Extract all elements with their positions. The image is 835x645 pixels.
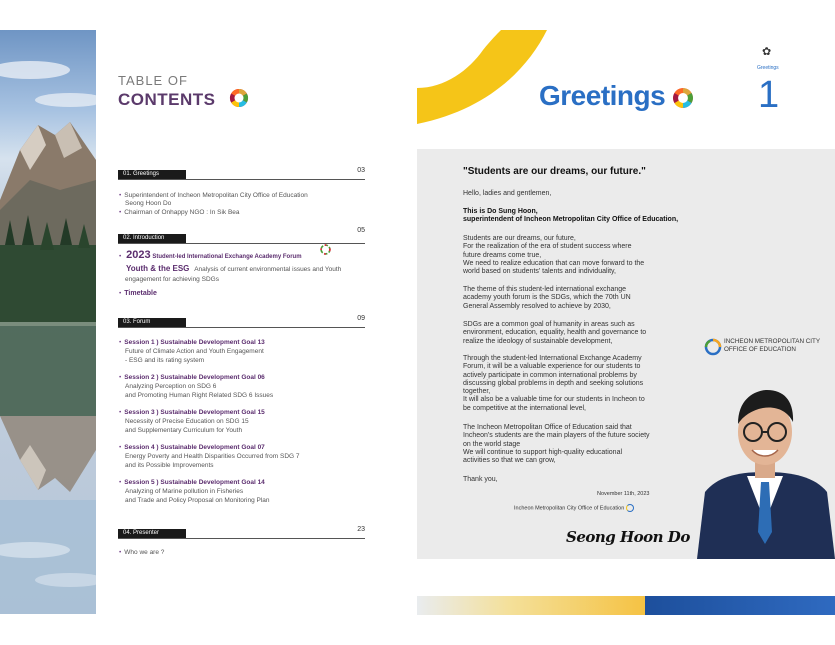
section-divider [118,179,365,180]
footer-color-bar [417,596,835,615]
toc-section-greetings[interactable] [118,167,365,182]
handwritten-signature: Seong Hoon Do [566,528,690,546]
timetable-link[interactable]: • Timetable [119,290,157,297]
letter-line: environment, education, equality, health and governance to [463,329,647,337]
office-logo-line: INCHEON METROPOLITAN CITY [724,338,821,345]
footer-blue-segment [645,596,835,615]
letter-paragraph [463,286,698,311]
forum-year: 2023 [126,249,151,261]
session-item[interactable]: • Session 2 ) Sustainable Development Goal 06 [119,374,265,381]
letter-salutation: Hello, ladies and gentlemen, [463,190,552,197]
letter-line: Forum, it will be a valuable experience for our students to [463,363,641,371]
session-line: Energy Poverty and Health Disparities Occurred from SDG 7 [125,453,300,460]
letter-line: It will also be a valuable time for our students in Incheon to [463,396,645,404]
letter-line: The Incheon Metropolitan Office of Education said that [463,424,632,431]
session-title: Session 4 ) Sustainable Development Goal 07 [124,444,265,451]
footer-yellow-segment [417,596,647,615]
toc-item-text: Seong Hoon Do [125,200,172,207]
session-line: Analyzing of Marine pollution in Fisheries [125,488,244,495]
section-label: 04. Presenter [118,529,186,538]
section-label: 01. Greetings [118,170,186,179]
section-page-number: 09 [357,315,365,322]
greetings-title-text: Greetings [539,80,666,111]
letter-line: actively participate in common international problems by [463,371,637,379]
section-page-number: 05 [357,227,365,234]
letter-line: discussing global problems in depth and seeking solutions [463,379,644,387]
session-line: Future of Climate Action and Youth Engagement [125,348,264,355]
yellow-arc-decoration [417,30,547,124]
letter-line: together, [463,388,491,396]
session-line: Necessity of Precise Education on SDG 15 [125,418,249,425]
forum-subtitle-line [126,265,341,274]
session-item[interactable]: • Session 1 ) Sustainable Development Goal 13 [119,339,265,346]
letter-line: We will continue to support high-quality educational [463,448,623,456]
greetings-title [539,80,665,112]
letter-line: be competitive at the international level, [463,404,586,412]
forum-description-cont: engagement for achieving SDGs [125,276,219,283]
clover-icon: ✿ [762,46,772,58]
session-line: and Supplementary Curriculum for Youth [125,427,243,434]
toc-list-item: • Superintendent of Incheon Metropolitan City Office of Education [119,192,308,199]
office-sign-text: Incheon Metropolitan City Office of Education [514,505,625,512]
letter-paragraph [463,235,698,276]
forum-title: Student-led International Exchange Academy Forum [152,254,302,260]
session-item[interactable]: • Session 5 ) Sustainable Development Goal 14 [119,479,265,486]
toc-title-big: CONTENTS [118,90,216,109]
letter-line: The theme of this student-led international exchange [463,286,627,293]
sdg-small-icon [320,244,331,255]
session-line: Analyzing Perception on SDG 6 [125,383,217,390]
forum-description: Analysis of current environmental issues and Youth [194,266,342,273]
letter-intro [463,208,698,225]
timetable-label: Timetable [124,290,157,297]
toc-title-small: TABLE OF [118,73,188,88]
toc-section-presenter[interactable] [118,526,365,541]
session-line: and its Possible Improvements [125,462,214,469]
letter-line: General Assembly resolved to achieve by 2030, [463,302,611,310]
office-logo-text [724,338,820,353]
sdg-wheel-icon [672,87,694,109]
section-page-number: 03 [357,167,365,174]
toc-list-item [125,200,171,208]
letter-line: world based on students' talents and individuality, [463,268,616,276]
toc-item-text: Who we are ? [124,549,165,556]
toc-list-item[interactable]: • Who we are ? [119,549,165,556]
sdg-wheel-icon [229,88,249,108]
letter-line: activities so that we can grow, [463,457,556,465]
letter-line: SDGs are a common goal of humanity in areas such as [463,321,635,328]
section-label: 02. Introduction [118,234,186,243]
forum-subtitle: Youth & the ESG [126,264,190,273]
toc-item-text: Superintendent of Incheon Metropolitan City Office of Education [124,192,308,199]
session-item[interactable]: • Session 3 ) Sustainable Development Goal 15 [119,409,265,416]
intro-line: This is Do Sung Hoon, [463,208,538,215]
office-mini-logo-icon [626,504,634,512]
letter-line: Incheon's students are the main players of the future society [463,432,650,440]
letter-paragraph [463,321,698,346]
forum-title-line: • 2023 Student-led International Exchange Academy Forum [119,249,302,261]
letter-line: Students are our dreams, our future, [463,235,576,242]
intro-line: superintendent of Incheon Metropolitan City Office of Education, [463,216,679,224]
corner-section-label: Greetings [757,65,779,71]
toc-item-text: Chairman of Onhappy NGO : In Sik Bea [124,209,240,216]
greetings-quote: "Students are our dreams, our future." [463,166,646,177]
section-page-number: 23 [357,526,365,533]
session-title: Session 2 ) Sustainable Development Goal 06 [124,374,265,381]
superintendent-portrait [697,372,835,559]
letter-line: realize the ideology of sustainable development, [463,337,613,345]
office-sign-line [514,504,634,512]
session-title: Session 1 ) Sustainable Development Goal 13 [124,339,265,346]
session-line: - ESG and its rating system [125,357,205,364]
letter-paragraph [463,424,698,465]
letter-line: We need to realize education that can move forward to the [463,259,645,267]
session-title: Session 5 ) Sustainable Development Goal 14 [124,479,265,486]
letter-line: For the realization of the era of student success where [463,243,632,251]
letter-date: November 11th, 2023 [597,491,650,497]
letter-line: on the world stage [463,440,521,448]
letter-closing: Thank you, [463,476,498,483]
session-item[interactable]: • Session 4 ) Sustainable Development Goal 07 [119,444,265,451]
toc-list-item: • Chairman of Onhappy NGO : In Sik Bea [119,209,240,216]
office-logo-line: OFFICE OF EDUCATION [724,345,796,353]
section-divider [118,327,365,328]
letter-line: future dreams come true, [463,251,542,259]
landscape-photo [0,30,96,614]
section-label: 03. Forum [118,318,186,327]
page-number: 1 [758,74,780,116]
letter-paragraph [463,355,698,413]
letter-line: academy youth forum is the SDGs, which the 70th UN [463,294,631,302]
session-line: and Trade and Policy Proposal on Monitoring Plan [125,497,270,504]
section-divider [118,538,365,539]
session-line: and Promoting Human Right Related SDG 6 Issues [125,392,274,399]
toc-section-forum[interactable] [118,315,365,330]
letter-line: Through the student-led International Exchange Academy [463,355,642,362]
session-title: Session 3 ) Sustainable Development Goal 15 [124,409,265,416]
